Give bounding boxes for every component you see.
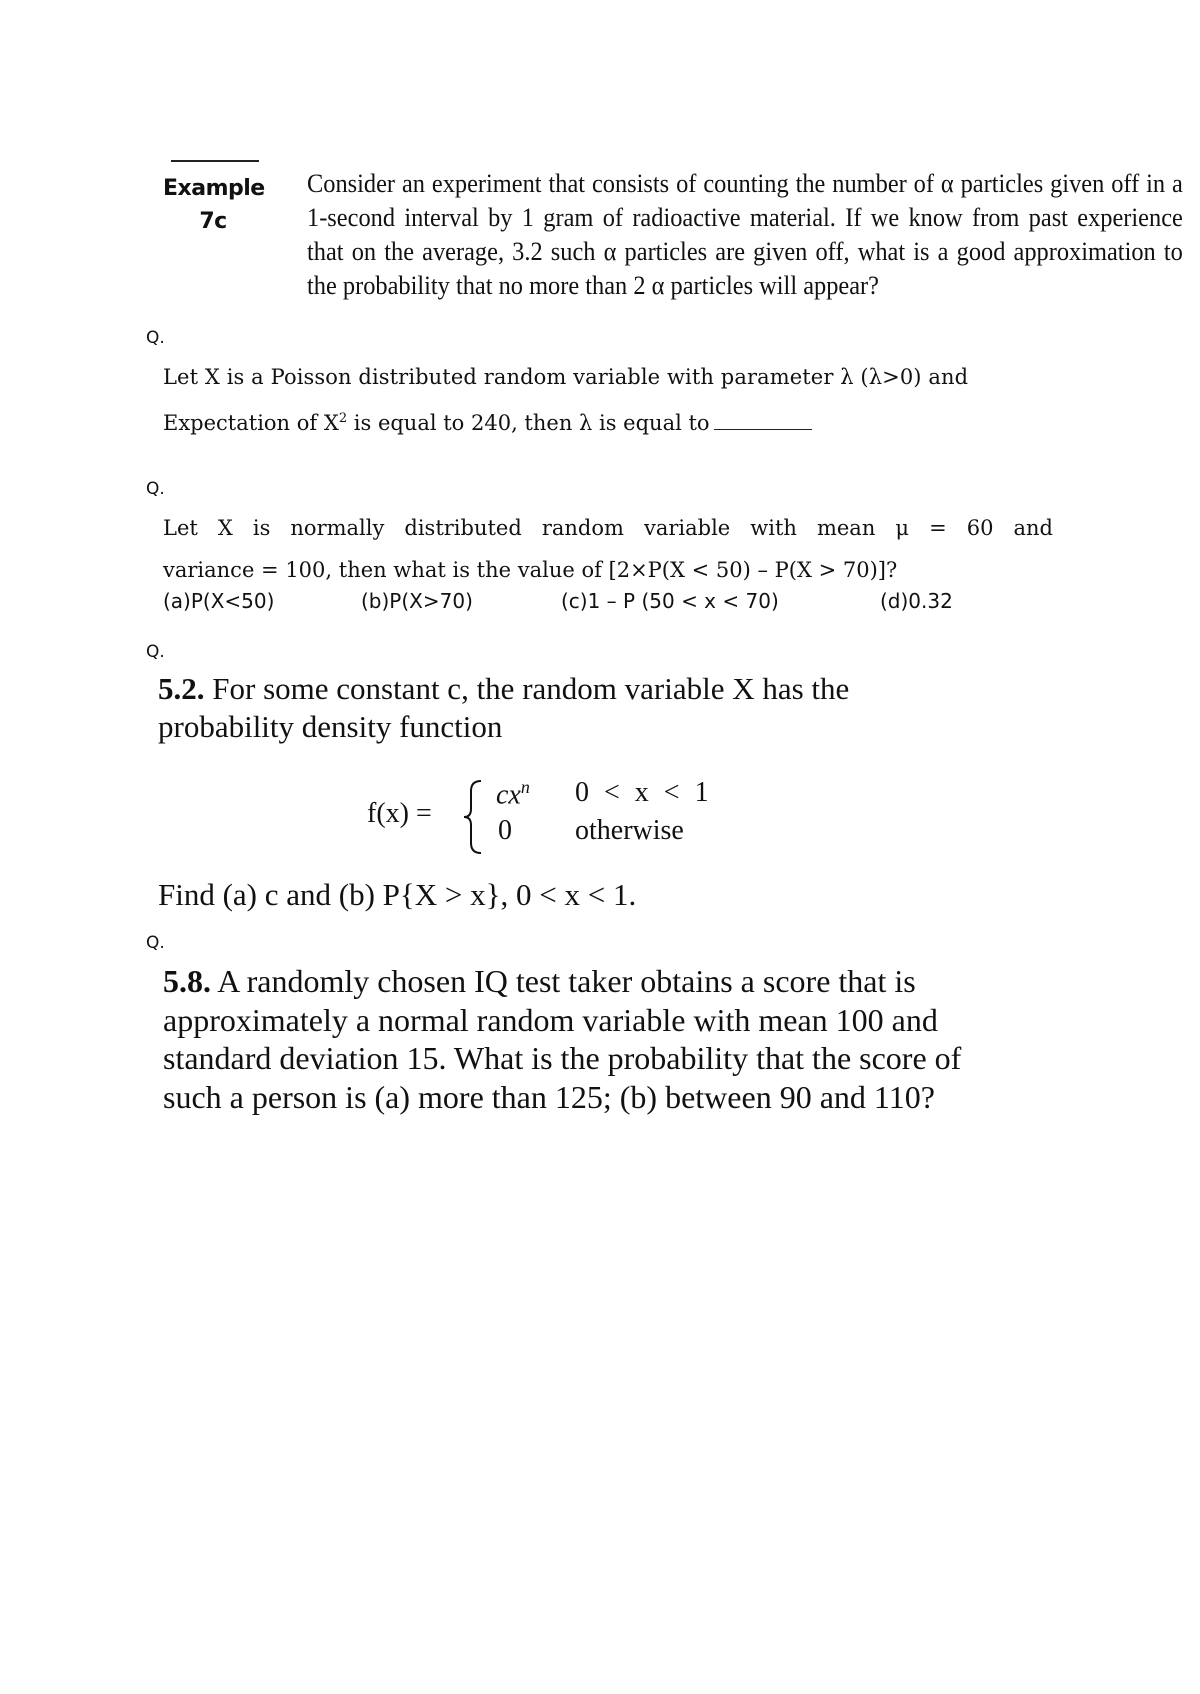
q2-text	[163, 507, 1053, 591]
q1-line2-a: Expectation of X	[163, 411, 339, 435]
q1-line2	[163, 398, 1063, 444]
q2-line1: Let X is normally distributed random variable with mean μ = 60 and	[163, 516, 1053, 540]
formula-case1-expr	[496, 777, 530, 811]
q3-number: 5.2.	[158, 671, 205, 706]
q4-marker: Q.	[146, 933, 165, 953]
q1-line1: Let X is a Poisson distributed random variable with parameter λ (λ>0) and	[163, 365, 969, 389]
q4-body: A randomly chosen IQ test taker obtains a score that is approximately a normal random variable with mean 100 and standard deviation 15. What is the probability that the score of such a person is (a) more than 125; (b) between 90 and 110?	[163, 963, 962, 1115]
q2-option-c: (c)1 – P (50 < x < 70)	[561, 589, 779, 613]
q1-line2-b: is equal to 240, then λ is equal to	[347, 411, 710, 435]
example-text: Consider an experiment that consists of counting the number of α particles given off in a 1-second interval by 1 gram of radioactive material. If we know from past experience that on the average, 3.2 such α particles are given off, what is a good approximation to the probability that no more than 2 α particles will appear?	[307, 168, 1183, 300]
q2-option-b: (b)P(X>70)	[361, 589, 473, 613]
q3-body: For some constant c, the random variable X has the probability density function	[158, 671, 850, 744]
formula-case1-cond: 0 < x < 1	[575, 777, 709, 808]
answer-blank	[714, 411, 812, 430]
formula-case2-cond: otherwise	[575, 815, 684, 846]
left-brace-icon	[461, 779, 485, 855]
q3-find: Find (a) c and (b) P{X > x}, 0 < x < 1.	[158, 877, 637, 912]
q1-marker: Q.	[146, 328, 165, 348]
pdf-formula	[367, 775, 767, 855]
case1-expr-text: cx	[496, 779, 521, 811]
q2-options	[163, 589, 1063, 625]
formula-case2-expr: 0	[498, 815, 512, 846]
q2-marker: Q.	[146, 479, 165, 499]
q3-text	[158, 670, 988, 746]
example-label-word: Example	[163, 176, 265, 201]
q4-text	[163, 962, 1023, 1116]
q4-number: 5.8.	[163, 963, 211, 999]
example-rule	[171, 160, 259, 162]
q2-option-d: (d)0.32	[880, 589, 953, 613]
q2-line2: variance = 100, then what is the value of [2×P(X < 50) – P(X > 70)]?	[163, 558, 898, 582]
example-label	[163, 172, 263, 238]
case1-exponent: n	[520, 777, 530, 797]
q3-marker: Q.	[146, 642, 165, 662]
q1-text	[163, 356, 1063, 444]
example-label-number: 7c	[199, 209, 227, 234]
q1-superscript: 2	[338, 411, 348, 426]
formula-lhs: f(x) =	[367, 798, 432, 829]
q2-option-a: (a)P(X<50)	[163, 589, 275, 613]
